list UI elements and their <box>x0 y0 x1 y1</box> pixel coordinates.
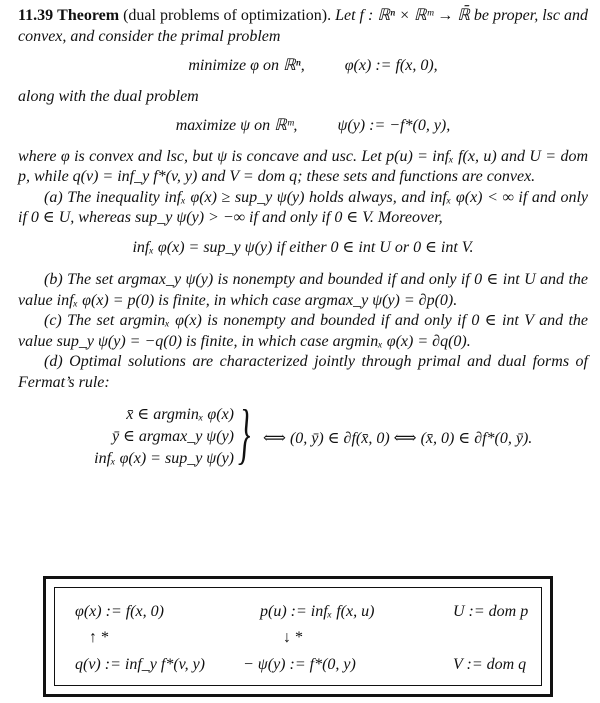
dual-def: ψ(y) := −f*(0, y), <box>337 117 451 134</box>
fermat-equivalence: ⟺ (0, ȳ) ∈ ∂f(x̄, 0) ⟺ (x̄, 0) ∈ ∂f*(0, ȳ). <box>263 430 533 447</box>
summary-box-inner <box>54 587 542 686</box>
primal-label: minimize φ on ℝⁿ, <box>188 57 305 74</box>
theorem-page <box>18 6 588 493</box>
right-brace: } <box>238 395 251 471</box>
dual-label: maximize ψ on ℝᵐ, <box>175 117 298 134</box>
box-v-def: V := dom q <box>453 656 527 673</box>
theorem-number: 11.39 <box>18 7 54 24</box>
theorem-name: (dual problems of optimization). <box>123 7 332 24</box>
fermat-line-3: infₓ φ(x) = sup_y ψ(y) <box>94 450 234 467</box>
fermat-line-2: ȳ ∈ argmax_y ψ(y) <box>111 428 234 445</box>
box-p-def: p(u) := infₓ f(x, u) <box>260 603 375 620</box>
fermat-conditions <box>64 404 234 470</box>
primal-problem <box>18 56 588 77</box>
box-up-arrow: ↑ * <box>89 629 109 646</box>
summary-box <box>43 576 553 697</box>
theorem-intro: Let f : ℝⁿ × ℝᵐ → ℝ̄ be proper, lsc and convex, and consider the primal problem <box>18 7 589 45</box>
theorem-keyword: Theorem <box>57 7 120 24</box>
part-c: (c) The set argminₓ φ(x) is nonempty and bounded if and only if 0 ∈ int V and the value sup_y ψ(y) = −q(0) is finite, in which case argminₓ φ(x) = ∂q(0). <box>18 312 588 350</box>
box-psi-def: − ψ(y) := f*(0, y) <box>243 656 356 673</box>
dual-intro: along with the dual problem <box>18 87 199 105</box>
box-q-def: q(v) := inf_y f*(v, y) <box>75 656 205 673</box>
theorem-statement <box>18 6 588 47</box>
part-a: (a) The inequality infₓ φ(x) ≥ sup_y ψ(y) holds always, and infₓ φ(x) < ∞ if and only if 0 ∈ U, whereas sup_y ψ(y) > −∞ if and only if 0 ∈ V. Moreover, <box>18 188 588 226</box>
box-u-def: U := dom p <box>453 603 529 620</box>
box-down-arrow: ↓ * <box>283 629 303 646</box>
box-phi-def: φ(x) := f(x, 0) <box>75 603 164 620</box>
paragraph-where: where φ is convex and lsc, but ψ is concave and usc. Let p(u) = infₓ f(x, u) and U = dom p, while q(v) = inf_y f*(v, y) and V = dom q; these sets and functions are convex. <box>18 147 588 185</box>
dual-problem <box>18 116 588 137</box>
primal-def: φ(x) := f(x, 0), <box>344 57 438 74</box>
part-d: (d) Optimal solutions are characterized jointly through primal and dual forms of Fermat’s rule: <box>18 353 588 391</box>
fermat-line-1: x̄ ∈ argminₓ φ(x) <box>126 406 234 423</box>
fermat-rule-display <box>38 395 588 493</box>
part-a-display: infₓ φ(x) = sup_y ψ(y) if either 0 ∈ int U or 0 ∈ int V. <box>132 238 474 256</box>
part-b: (b) The set argmax_y ψ(y) is nonempty and bounded if and only if 0 ∈ int U and the value infₓ φ(x) = p(0) is finite, in which case argmax_y ψ(y) = ∂p(0). <box>18 271 588 309</box>
